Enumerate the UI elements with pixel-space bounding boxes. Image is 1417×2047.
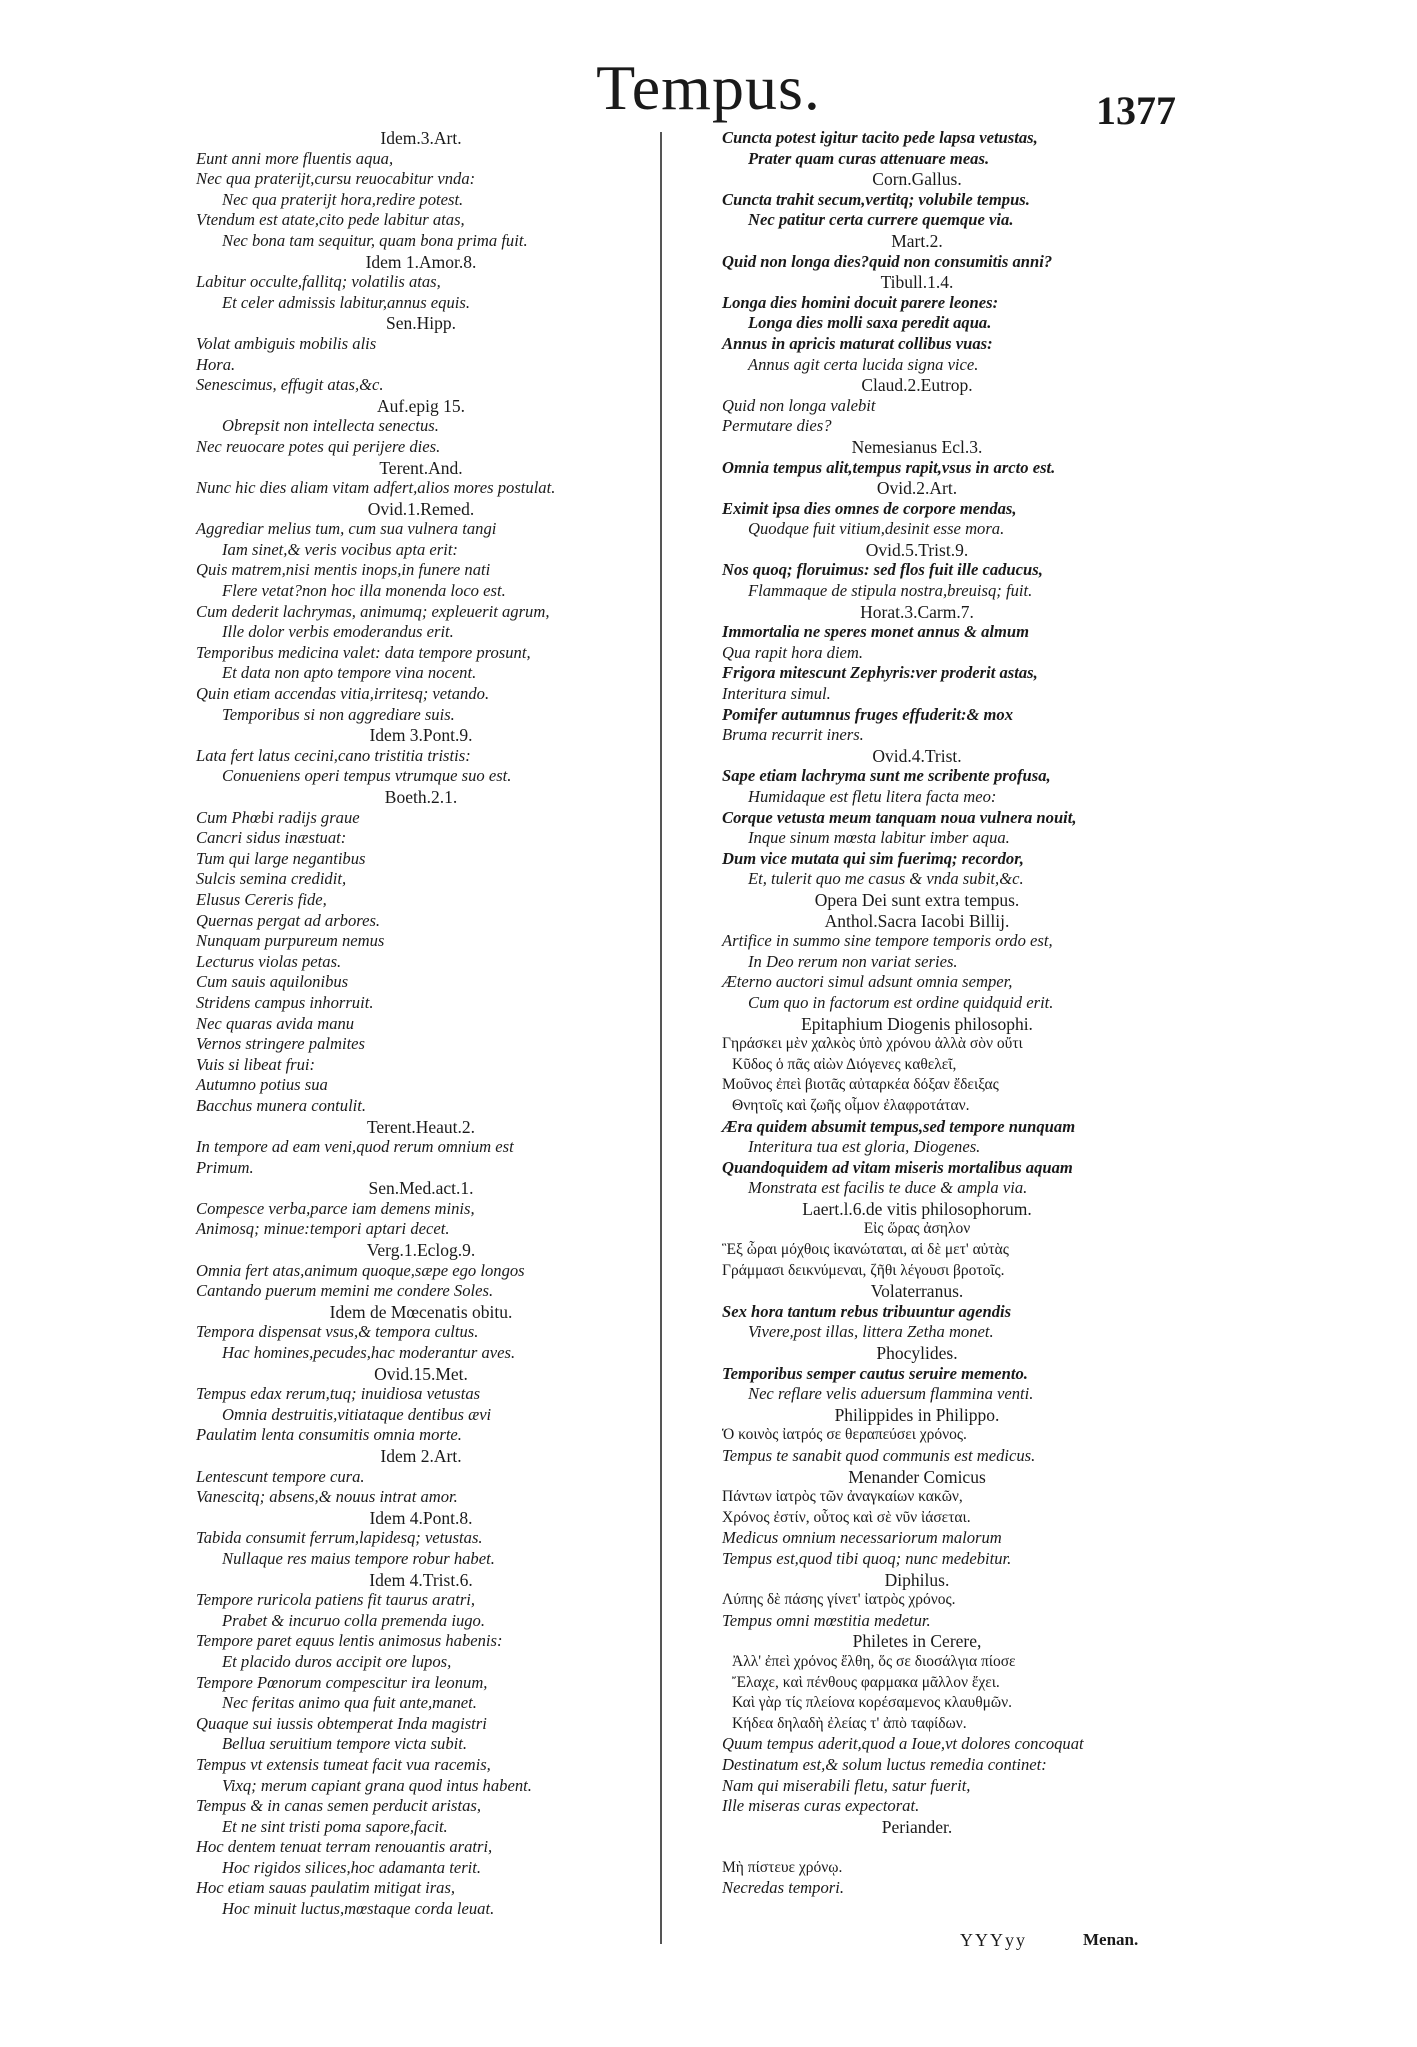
catchword: Menan. — [1083, 1930, 1139, 1949]
text-line: Quaque sui iussis obtemperat Inda magistri — [196, 1713, 487, 1733]
text-line: Cuncta trahit secum,vertitq; volubile tempus. — [722, 189, 1030, 209]
text-line: Medicus omnium necessariorum malorum — [722, 1528, 1002, 1548]
source-heading: Phocylides. — [876, 1343, 958, 1364]
text-line: Χρόνος ἐστίν, οὗτος καὶ σὲ νῦν ἰάσεται. — [722, 1508, 971, 1526]
text-line: Longa dies molli saxa peredit aqua. — [748, 313, 992, 333]
text-line: Καὶ γὰρ τίς πλείονα κορέσαμενος κλαυθμῶν. — [732, 1694, 1013, 1712]
text-line: Vuis si libeat frui: — [196, 1054, 316, 1074]
source-heading: Idem 4.Trist.6. — [369, 1569, 473, 1590]
source-heading: Opera Dei sunt extra tempus. — [814, 889, 1020, 910]
source-heading: Laert.l.6.de vitis philosophorum. — [802, 1198, 1032, 1219]
text-line: Nec qua praterijt hora,redire potest. — [222, 189, 464, 209]
text-line: Et placido duros accipit ore lupos, — [222, 1651, 452, 1671]
text-line: Tempus est,quod tibi quoq; nunc medebitur. — [722, 1548, 1012, 1568]
text-line: Annus in apricis maturat collibus vuas: — [722, 333, 993, 353]
text-line: Labitur occulte,fallitq; volatilis atas, — [196, 272, 441, 292]
text-line: Nec bona tam sequitur, quam bona prima fuit. — [222, 230, 528, 250]
source-heading: Epitaphium Diogenis philosophi. — [801, 1013, 1033, 1034]
text-line: Ὁ κοινὸς ἰατρός σε θεραπεύσει χρόνος. — [722, 1426, 967, 1444]
source-heading: Menander Comicus — [848, 1466, 986, 1487]
text-line: Tempore Pœnorum compescitur ira leonum, — [196, 1672, 488, 1692]
text-line: Lentescunt tempore cura. — [196, 1466, 365, 1486]
text-line: Nunc hic dies aliam vitam adfert,alios mores postulat. — [196, 478, 556, 498]
text-line: Annus agit certa lucida signa vice. — [748, 354, 979, 374]
text-line: Nullaque res maius tempore robur habet. — [222, 1548, 495, 1568]
text-line: Θνητοῖς καὶ ζωῆς οἶμον ἐλαφροτάταν. — [732, 1096, 970, 1114]
text-line: Μοῦνος ἐπεὶ βιοτᾶς αὐταρκέα δόξαν ἔδειξας — [722, 1076, 999, 1094]
text-line: Hora. — [196, 354, 236, 374]
text-line: Corque vetusta meum tanquam noua vulnera nouit, — [722, 807, 1077, 827]
text-line: Frigora mitescunt Zephyris:ver proderit astas, — [722, 663, 1038, 683]
text-line: Nec feritas animo qua fuit ante,manet. — [222, 1693, 477, 1713]
text-line: Nec qua praterijt,cursu reuocabitur vnda: — [196, 169, 476, 189]
text-line: Interitura simul. — [722, 684, 831, 704]
text-line: Tempora dispensat vsus,& tempora cultus. — [196, 1322, 479, 1342]
text-line: Dum vice mutata qui sim fuerimq; recordor, — [722, 848, 1024, 868]
source-heading: Philippides in Philippo. — [834, 1404, 1000, 1425]
text-line: Temporibus semper cautus seruire memento. — [722, 1363, 1028, 1383]
text-line: Paulatim lenta consumitis omnia morte. — [196, 1425, 462, 1445]
text-line: Humidaque est fletu litera facta meo: — [748, 787, 997, 806]
text-line: Omnia destruitis,vitiataque dentibus ævi — [222, 1404, 492, 1424]
page-number: 1377 — [1096, 88, 1176, 133]
text-line: Tempore ruricola patiens fit taurus aratri, — [196, 1590, 476, 1610]
text-line: Πάντων ἰατρὸς τῶν ἀναγκαίων κακῶν, — [722, 1488, 963, 1506]
source-heading: Claud.2.Eutrop. — [861, 375, 973, 396]
source-heading: Auf.epig 15. — [377, 395, 465, 416]
text-line: Bacchus munera contulit. — [196, 1095, 367, 1115]
text-line: Sulcis semina credidit, — [196, 869, 347, 889]
text-line: Κῦδος ὁ πᾶς αἰὼν Διόγενες καθελεῖ, — [732, 1055, 957, 1073]
text-line: Hoc dentem tenuat terram renouantis aratri, — [196, 1837, 493, 1857]
text-line: Quernas pergat ad arbores. — [196, 910, 381, 930]
text-line: Nos quoq; floruimus: sed flos fuit ille caducus, — [722, 560, 1043, 580]
source-heading: Boeth.2.1. — [384, 787, 458, 807]
text-line: Hac homines,pecudes,hac moderantur aves. — [222, 1343, 516, 1363]
text-line: Nec quaras avida manu — [196, 1013, 355, 1033]
text-line: Animosq; minue:tempori aptari decet. — [196, 1219, 450, 1239]
text-line: Pomifer autumnus fruges effuderit:& mox — [722, 704, 1014, 724]
text-line — [722, 1837, 1112, 1858]
text-line: Vtendum est atate,cito pede labitur atas, — [196, 210, 465, 230]
left-column — [196, 128, 646, 1920]
text-line: Cum quo in factorum est ordine quidquid erit. — [748, 992, 1054, 1012]
source-heading: Sen.Med.act.1. — [368, 1178, 474, 1199]
text-line: Immortalia ne speres monet annus & almum — [722, 622, 1030, 642]
source-heading: Mart.2. — [891, 230, 943, 251]
text-line: Tempus edax rerum,tuq; inuidiosa vetustas — [196, 1384, 481, 1404]
text-line: Nec patitur certa currere quemque via. — [748, 210, 1014, 230]
text-line: Tempus omni mœstitia medetur. — [722, 1610, 931, 1630]
text-line: Quid non longa valebit — [722, 395, 876, 415]
source-heading: Sen.Hipp. — [386, 313, 456, 334]
text-line: Quum tempus aderit,quod a Ioue,vt dolores concoquat — [722, 1734, 1084, 1754]
text-line: Cum sauis aquilonibus — [196, 972, 349, 992]
text-line: In Deo rerum non variat series. — [748, 951, 958, 971]
text-line: Destinatum est,& solum luctus remedia continet: — [722, 1754, 1047, 1774]
text-line: Elusus Cereris fide, — [196, 889, 327, 909]
source-heading: Idem 3.Pont.9. — [369, 725, 473, 746]
text-line: Κήδεα δηλαδὴ ἐλείας τ' ἀπὸ ταφίδων. — [732, 1714, 967, 1732]
text-line: Εἰς ὥρας ἀσηλον — [863, 1220, 971, 1238]
source-heading: Periander. — [881, 1816, 953, 1837]
text-line: Ille miseras curas expectorat. — [722, 1796, 920, 1816]
text-line: Tempore paret equus lentis animosus habenis: — [196, 1631, 503, 1651]
text-line: Prater quam curas attenuare meas. — [748, 148, 990, 168]
text-line: Quis matrem,nisi mentis inops,in funere nati — [196, 560, 491, 580]
source-heading: Volaterranus. — [870, 1281, 964, 1302]
text-line: Μὴ πίστευε χρόνῳ. — [722, 1858, 843, 1876]
text-line: Eximit ipsa dies omnes de corpore mendas, — [722, 498, 1017, 518]
source-heading: Anthol.Sacra Iacobi Billij. — [824, 910, 1010, 931]
text-line: Bellua seruitium tempore victa subit. — [222, 1734, 468, 1754]
text-line: Tabida consumit ferrum,lapidesq; vetustas. — [196, 1528, 483, 1548]
text-line: Obrepsit non intellecta senectus. — [222, 416, 439, 436]
text-line: Lata fert latus cecini,cano tristitia tristis: — [196, 745, 471, 765]
text-line: Nec reuocare potes qui perijere dies. — [196, 436, 441, 456]
text-line: Prabet & incuruo colla premenda iugo. — [222, 1610, 486, 1630]
text-line: Vernos stringere palmites — [196, 1034, 365, 1054]
text-line: Et celer admissis labitur,annus equis. — [222, 292, 470, 312]
text-line: Γηράσκει μὲν χαλκὸς ὑπὸ χρόνου ἀλλὰ σὸν οὔτι — [722, 1035, 1023, 1053]
text-line: Et data non apto tempore vina nocent. — [222, 663, 477, 683]
text-line: Ἀλλ' ἐπεὶ χρόνος ἔλθη, ὅς σε διοσάλγια πίοσε — [732, 1652, 1016, 1670]
text-line: Ἓξ ὧραι μόχθοις ἱκανώταται, αἱ δὲ μετ' αὐτὰς — [722, 1241, 1009, 1259]
source-heading: Idem.3.Art. — [380, 128, 462, 148]
text-line: Iam sinet,& veris vocibus apta erit: — [222, 539, 458, 559]
text-line: Omnia tempus alit,tempus rapit,vsus in arcto est. — [722, 457, 1056, 477]
text-line: Lecturus violas petas. — [196, 951, 342, 971]
text-line: Γράμμασι δεικνύμεναι, ζῆθι λέγουσι βροτοῖς. — [722, 1261, 1005, 1279]
text-line: Temporibus si non aggrediare suis. — [222, 704, 455, 724]
text-line: In tempore ad eam veni,quod rerum omnium est — [196, 1137, 514, 1157]
source-heading: Ovid.4.Trist. — [872, 745, 962, 766]
text-line: Λύπης δὲ πάσης γίνετ' ἰατρὸς χρόνος. — [722, 1591, 956, 1609]
text-line: Vanescitq; absens,& nouus intrat amor. — [196, 1487, 458, 1507]
source-heading: Ovid.2.Art. — [876, 478, 958, 499]
text-line: Tum qui large negantibus — [196, 848, 366, 868]
text-line: Quandoquidem ad vitam miseris mortalibus aquam — [722, 1157, 1073, 1177]
text-line: Aggrediar melius tum, cum sua vulnera tangi — [196, 519, 497, 539]
source-heading: Verg.1.Eclog.9. — [366, 1240, 476, 1261]
text-line: Ἔλαχε, καὶ πένθους φαρμακα μᾶλλον ἔχει. — [732, 1673, 1000, 1691]
text-line: Volat ambiguis mobilis alis — [196, 333, 377, 353]
text-line: Cancri sidus inæstuat: — [196, 828, 347, 848]
text-line: Nec reflare velis aduersum flammina venti. — [748, 1384, 1034, 1404]
text-line: Necredas tempori. — [722, 1878, 844, 1898]
source-heading: Ovid.15.Met. — [374, 1363, 468, 1384]
source-heading: Terent.Heaut.2. — [366, 1116, 476, 1137]
text-line: Primum. — [196, 1157, 254, 1177]
text-line: Et ne sint tristi poma sapore,facit. — [222, 1816, 448, 1836]
text-line: Vixq; merum capiant grana quod intus habent. — [222, 1775, 532, 1795]
text-line: Bruma recurrit iners. — [722, 725, 864, 745]
source-heading: Diphilus. — [884, 1569, 950, 1590]
page-title: Tempus. — [596, 52, 821, 123]
text-line: Sex hora tantum rebus tribuuntur agendis — [722, 1301, 1012, 1321]
text-line: Senescimus, effugit atas,&c. — [196, 375, 384, 395]
text-line: Permutare dies? — [722, 416, 832, 436]
text-line: Nunquam purpureum nemus — [196, 931, 385, 951]
source-heading: Horat.3.Carm.7. — [860, 601, 974, 622]
text-line: Hoc minuit luctus,mœstaque corda leuat. — [222, 1899, 495, 1919]
text-line: Conueniens operi tempus vtrumque suo est. — [222, 766, 512, 786]
text-line: Æterno auctori simul adsunt omnia semper, — [722, 972, 1013, 992]
text-line: Quodque fuit vitium,desinit esse mora. — [748, 519, 1005, 539]
text-line: Qua rapit hora diem. — [722, 642, 864, 662]
text-line: Hoc rigidos silices,hoc adamanta terit. — [222, 1857, 482, 1877]
text-line: Cantando puerum memini me condere Soles. — [196, 1281, 494, 1301]
text-line: Stridens campus inhorruit. — [196, 992, 374, 1012]
text-line: Interitura tua est gloria, Diogenes. — [748, 1137, 981, 1157]
source-heading: Idem 1.Amor.8. — [365, 251, 477, 272]
text-line: Monstrata est facilis te duce & ampla via. — [748, 1178, 1028, 1198]
text-line: Quid non longa dies?quid non consumitis anni? — [722, 251, 1053, 271]
text-line: Æra quidem absumit tempus,sed tempore nunquam — [722, 1116, 1076, 1136]
text-line: Et, tulerit quo me casus & vnda subit,&c. — [748, 869, 1024, 889]
text-line: Cum Phœbi radijs graue — [196, 807, 360, 827]
text-line: Autumno potius sua — [196, 1075, 328, 1095]
text-line: Compesce verba,parce iam demens minis, — [196, 1198, 475, 1218]
signature-mark: YYYyy — [960, 1930, 1027, 1950]
text-line: Ille dolor verbis emoderandus erit. — [222, 622, 454, 642]
text-line: Nam qui miserabili fletu, satur fuerit, — [722, 1775, 971, 1795]
text-line: Tempus vt extensis tumeat facit vua racemis, — [196, 1754, 491, 1774]
source-heading: Nemesianus Ecl.3. — [851, 436, 983, 457]
right-column — [722, 128, 1112, 1899]
text-line: Eunt anni more fluentis aqua, — [196, 148, 394, 168]
column-divider — [660, 132, 662, 1944]
text-line: Tempus & in canas semen perducit aristas, — [196, 1796, 482, 1816]
text-line: Inque sinum mœsta labitur imber aqua. — [748, 828, 1010, 848]
text-line: Cum dederit lachrymas, animumq; expleuerit agrum, — [196, 601, 550, 621]
text-line: Temporibus medicina valet: data tempore prosunt, — [196, 642, 531, 662]
source-heading: Idem 2.Art. — [380, 1446, 462, 1466]
text-line: Flammaque de stipula nostra,breuisq; fuit. — [748, 581, 1033, 601]
text-line: Hoc etiam sauas paulatim mitigat iras, — [196, 1878, 456, 1898]
source-heading: Idem de Mœcenatis obitu. — [329, 1301, 513, 1322]
source-heading: Terent.And. — [379, 457, 463, 478]
text-line: Flere vetat?non hoc illa monenda loco est. — [222, 581, 506, 601]
text-line: Longa dies homini docuit parere leones: — [722, 292, 999, 312]
text-line: Vivere,post illas, littera Zetha monet. — [748, 1322, 994, 1342]
text-line: Tempus te sanabit quod communis est medicus. — [722, 1446, 1036, 1465]
source-heading: Tibull.1.4. — [880, 272, 954, 293]
source-heading: Corn.Gallus. — [872, 169, 962, 190]
text-line: Artifice in summo sine tempore temporis ordo est, — [722, 931, 1053, 951]
source-heading: Idem 4.Pont.8. — [369, 1507, 473, 1528]
text-line: Sape etiam lachryma sunt me scribente profusa, — [722, 766, 1051, 786]
text-line: Cuncta potest igitur tacito pede lapsa vetustas, — [722, 128, 1038, 147]
source-heading: Philetes in Cerere, — [852, 1631, 982, 1652]
text-line: Quin etiam accendas vitia,irritesq; vetando. — [196, 684, 490, 704]
source-heading: Ovid.1.Remed. — [367, 498, 475, 519]
text-line: Omnia fert atas,animum quoque,sæpe ego longos — [196, 1260, 525, 1280]
source-heading: Ovid.5.Trist.9. — [865, 539, 969, 560]
